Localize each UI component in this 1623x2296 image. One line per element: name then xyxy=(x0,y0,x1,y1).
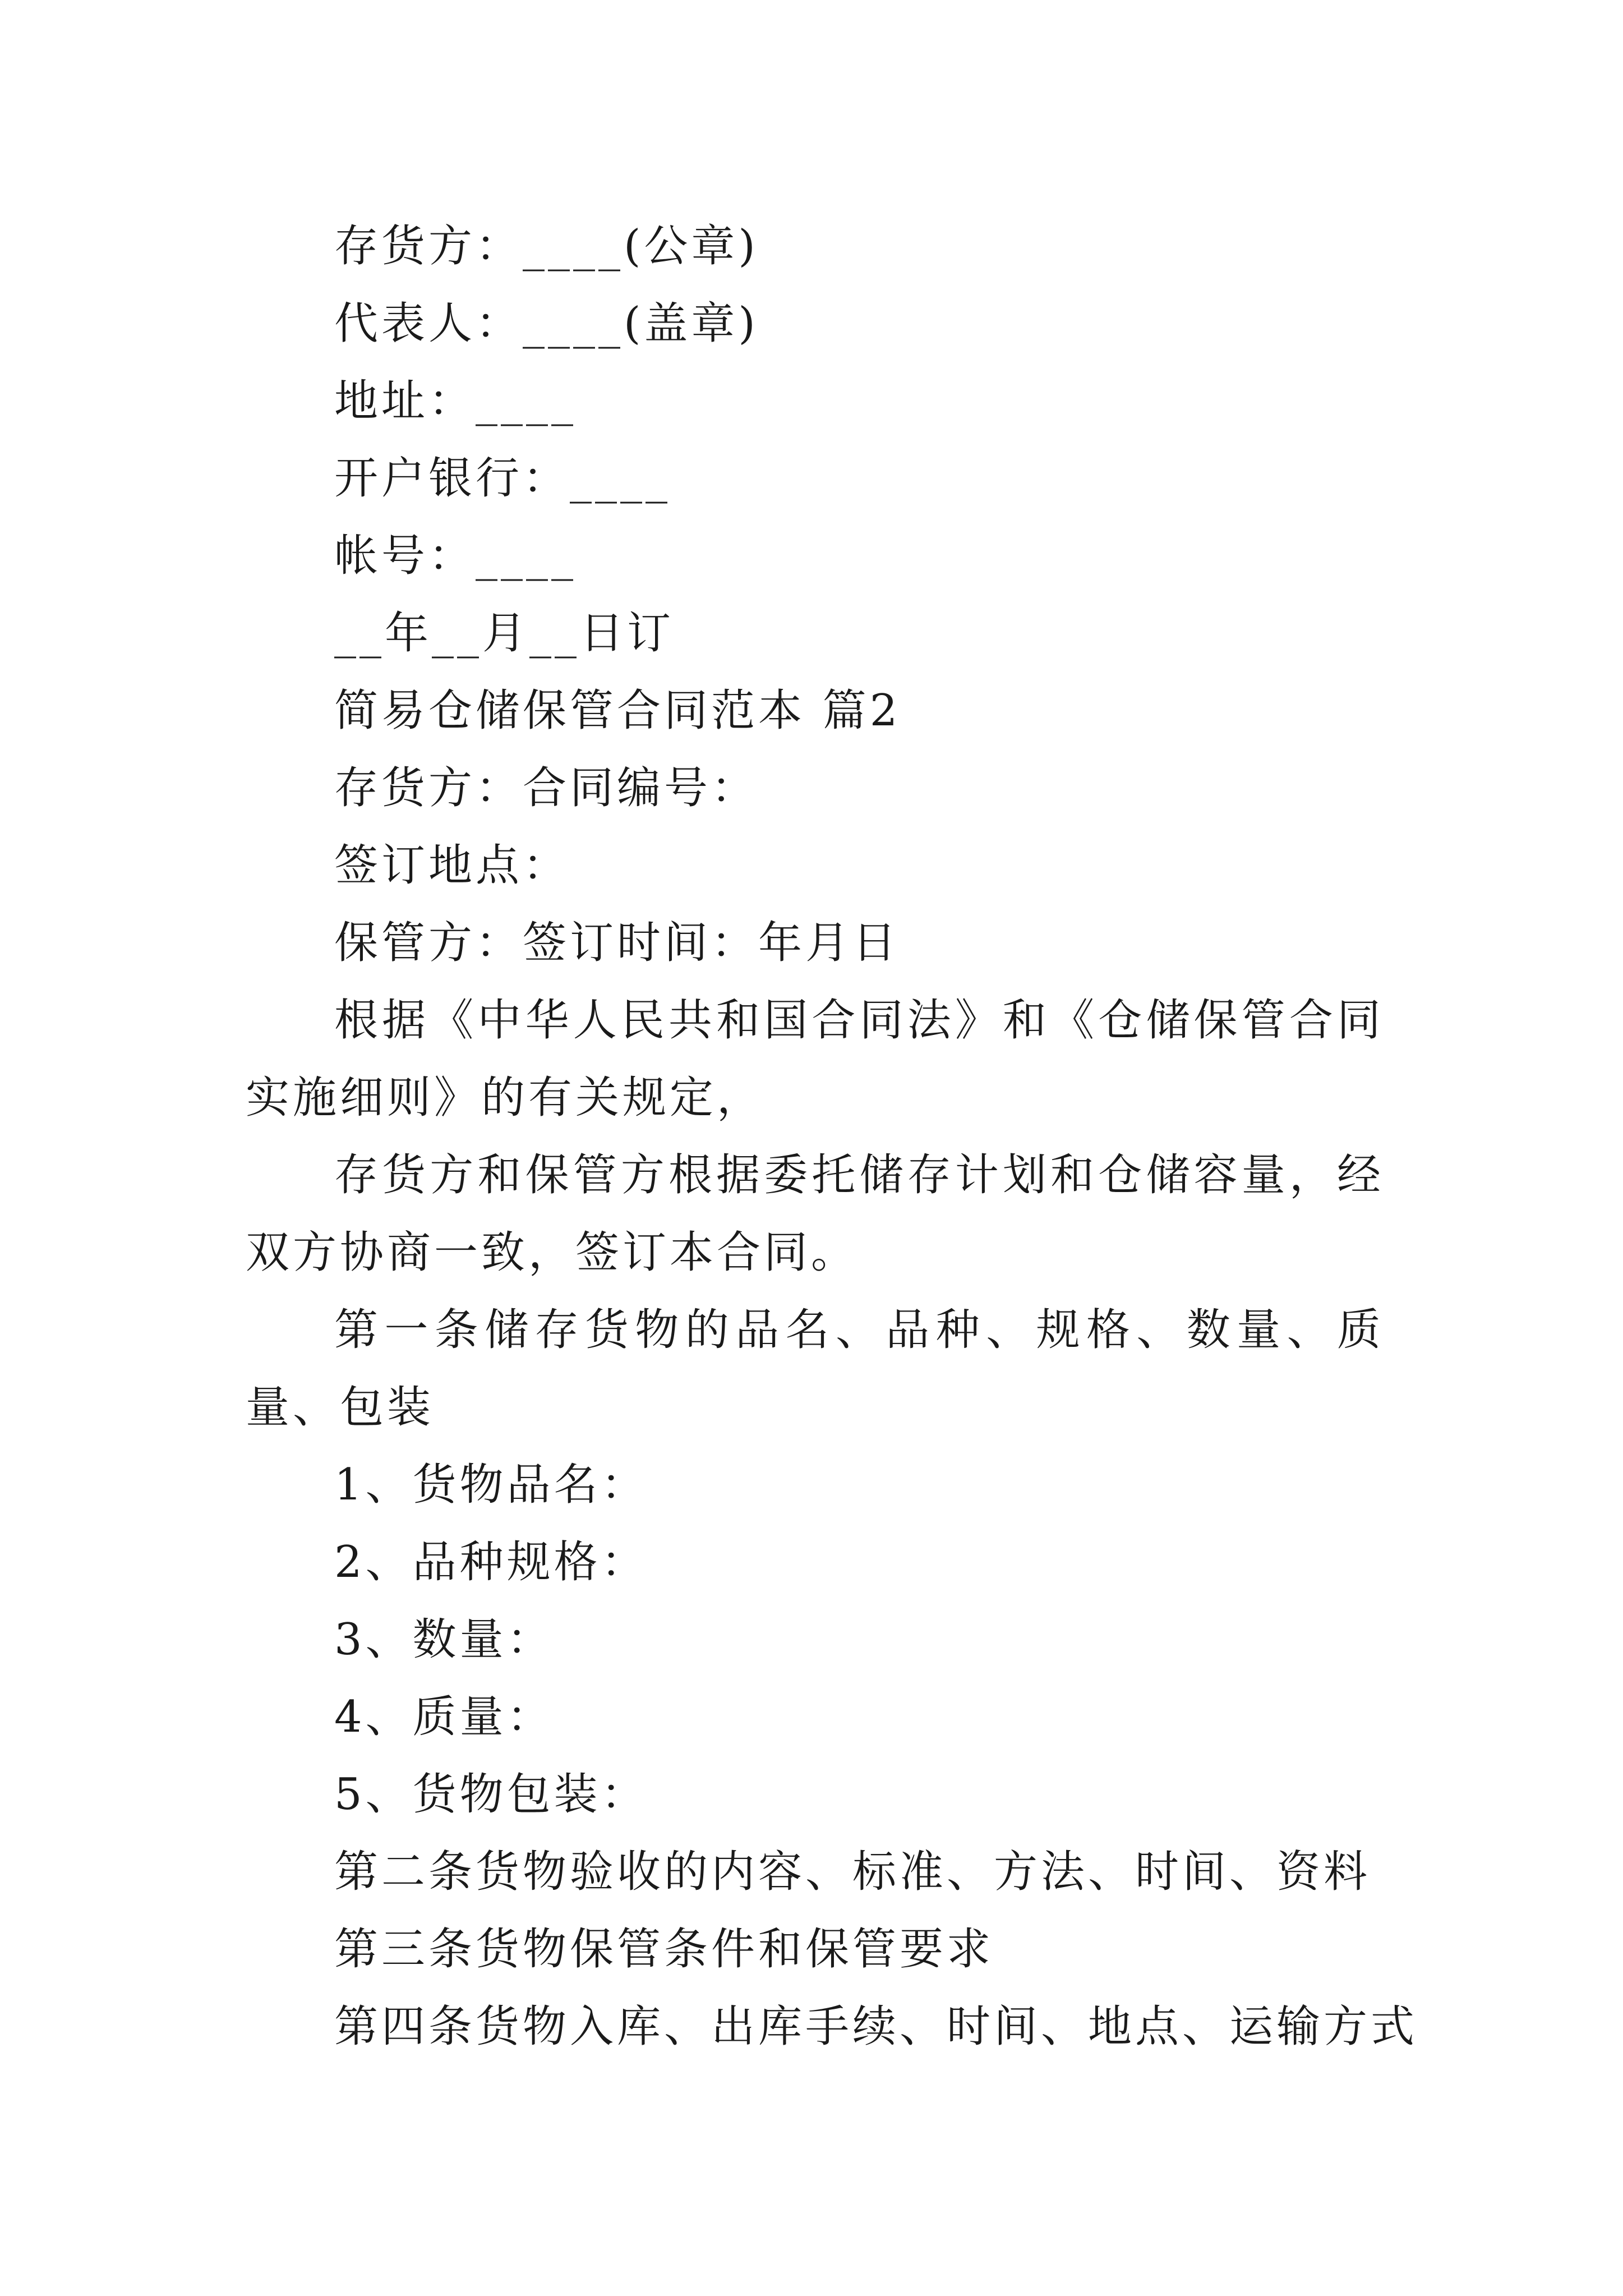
account-line: 帐号：____ xyxy=(334,531,577,581)
article-2: 第二条货物验收的内容、标准、方法、时间、资料 xyxy=(334,1847,1371,1897)
item-specification: 2、品种规格： xyxy=(334,1537,648,1588)
item-quality: 4、质量： xyxy=(334,1692,554,1742)
section-heading: 简易仓储保管合同范本 篇2 xyxy=(334,685,901,736)
item-packaging: 5、货物包装： xyxy=(334,1769,648,1820)
representative-seal-line: 代表人：____(盖章) xyxy=(334,298,759,349)
article-3: 第三条货物保管条件和保管要求 xyxy=(334,1924,994,1975)
depositor-contract-no-line: 存货方：合同编号： xyxy=(334,763,759,813)
legal-basis-paragraph: 根据《中华人民共和国合同法》和《仓储保管合同实施细则》的有关规定， xyxy=(246,995,1384,1123)
depositor-seal-line: 存货方：____(公章) xyxy=(334,221,759,272)
bank-line: 开户银行：____ xyxy=(334,453,671,504)
item-goods-name: 1、货物品名： xyxy=(334,1460,648,1510)
article-1-paragraph: 第一条储存货物的品名、品种、规格、数量、质量、包装 xyxy=(246,1305,1384,1433)
article-4: 第四条货物入库、出库手续、时间、地点、运输方式 xyxy=(334,2001,1418,2052)
agreement-paragraph: 存货方和保管方根据委托储存计划和仓储容量，经双方协商一致，签订本合同。 xyxy=(246,1150,1384,1278)
item-quantity: 3、数量： xyxy=(334,1614,554,1665)
date-line: __年__月__日订 xyxy=(334,608,675,659)
signing-place-line: 签订地点： xyxy=(334,840,570,891)
custodian-signing-time-line: 保管方：签订时间：年月日 xyxy=(334,918,900,968)
address-line: 地址：____ xyxy=(334,376,577,426)
document-body xyxy=(246,208,1418,2065)
